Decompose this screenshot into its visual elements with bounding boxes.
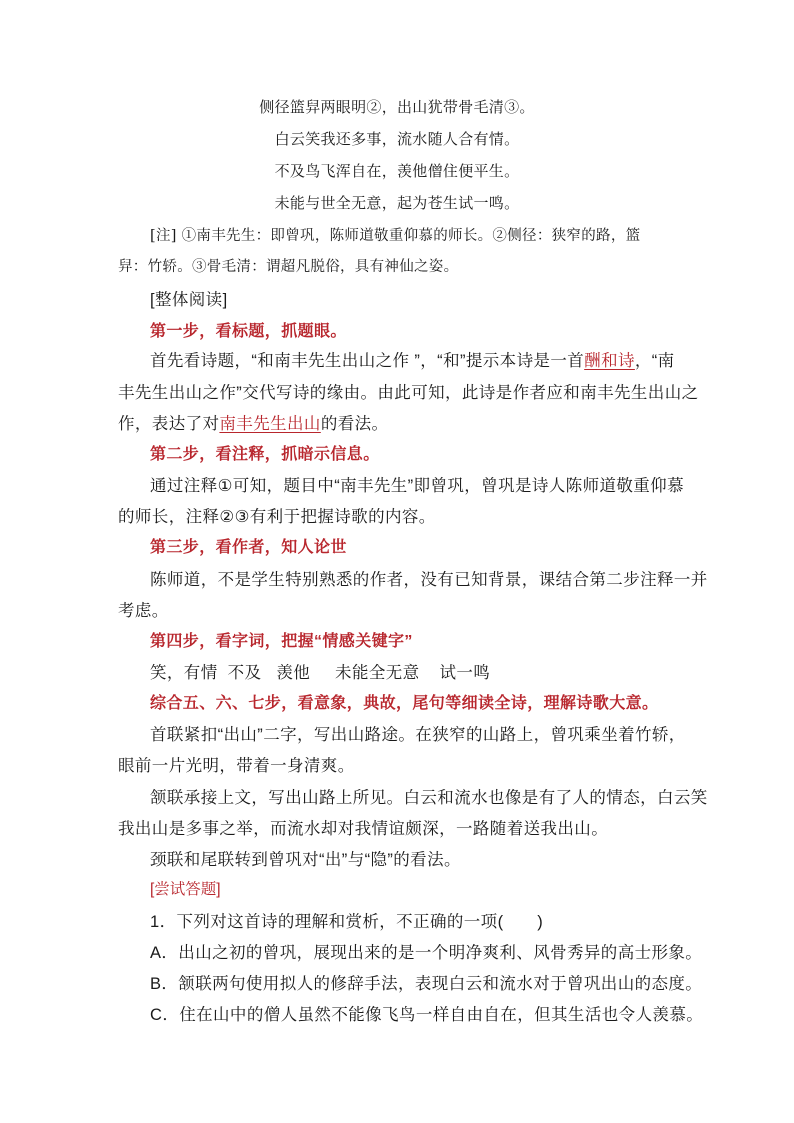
step2-paragraph-line-1: 通过注释①可知，题目中“南丰先生”即曾巩，曾巩是诗人陈师道敬重仰慕 — [150, 477, 684, 495]
option-c: C．住在山中的僧人虽然不能像飞鸟一样自由自在，但其生活也令人羡慕。 — [150, 1006, 704, 1024]
step3-paragraph-line-1: 陈师道，不是学生特别熟悉的作者，没有已知背景，课结合第二步注释一并 — [150, 571, 708, 589]
step567-paragraph-line-4: 我出山是多事之举，而流水却对我情谊颇深，一路随着送我出山。 — [118, 820, 609, 838]
option-b: B．颔联两句使用拟人的修辞手法，表现白云和流水对于曾巩出山的态度。 — [150, 975, 703, 993]
step567-paragraph-line-2: 眼前一片光明，带着一身清爽。 — [118, 757, 355, 775]
step567-paragraph-line-1: 首联紧扣“出山”二字，写出山路途。在狭窄的山路上，曾巩乘坐着竹轿， — [150, 726, 686, 744]
step1-paragraph-line-3 — [118, 410, 388, 434]
section-label-try-answer: [尝试答题] — [150, 881, 221, 898]
highlight-reply-poem: 酬和诗 — [584, 352, 635, 370]
step2-paragraph-line-2: 的师长，注释②③有利于把握诗歌的内容。 — [118, 508, 436, 526]
step1-text-b: ，“南 — [634, 352, 675, 370]
step1-paragraph-line-2: 丰先生出山之作”交代写诗的缘由。由此可知，此诗是作者应和南丰先生出山之 — [118, 384, 699, 402]
poem-line-3: 不及鸟飞浑自在，羡他僧住便平生。 — [274, 162, 520, 180]
step567-paragraph-line-3: 颔联承接上文，写出山路上所见。白云和流水也像是有了人的情态，白云笑 — [150, 789, 708, 807]
step2-heading: 第二步，看注释，抓暗示信息。 — [150, 446, 380, 463]
step1-text-a: 首先看诗题，“和南丰先生出山之作 ”，“和”提示本诗是一首 — [150, 352, 585, 370]
question-1: 1．下列对这首诗的理解和赏析，不正确的一项( ) — [150, 913, 544, 931]
step567-heading: 综合五、六、七步，看意象，典故，尾句等细读全诗，理解诗歌大意。 — [150, 695, 659, 712]
step1-text-c: 作，表达了对 — [118, 415, 220, 433]
highlight-nanfeng-out: 南丰先生出山 — [219, 415, 321, 433]
step1-heading: 第一步，看标题，抓题眼。 — [150, 323, 347, 340]
option-a: A．出山之初的曾巩，展现出来的是一个明净爽利、风骨秀异的高士形象。 — [150, 944, 703, 962]
step4-heading: 第四步，看字词，把握“情感关键字” — [150, 633, 413, 650]
step3-heading: 第三步，看作者，知人论世 — [150, 539, 347, 556]
note-line-2: 舁：竹轿。③骨毛清：谓超凡脱俗，具有神仙之姿。 — [118, 259, 459, 275]
poem-line-1: 侧径篮舁两眼明②，出山犹带骨毛清③。 — [259, 98, 535, 116]
section-label-overall-reading: [整体阅读] — [150, 291, 228, 309]
step4-keywords: 笑，有情 不及 羡他 未能全无意 试一鸣 — [150, 664, 491, 682]
step1-text-d: 的看法。 — [320, 415, 389, 433]
step3-paragraph-line-2: 考虑。 — [118, 602, 169, 620]
poem-line-4: 未能与世全无意，起为苍生试一鸣。 — [274, 194, 520, 212]
step567-paragraph-line-5: 颈联和尾联转到曾巩对“出”与“隐”的看法。 — [150, 851, 461, 869]
step1-paragraph-line-1 — [150, 347, 675, 371]
poem-line-2: 白云笑我还多事，流水随人合有情。 — [274, 130, 520, 148]
note-line-1: [注] ①南丰先生：即曾巩，陈师道敬重仰慕的师长。②侧径：狭窄的路，篮 — [150, 228, 641, 244]
